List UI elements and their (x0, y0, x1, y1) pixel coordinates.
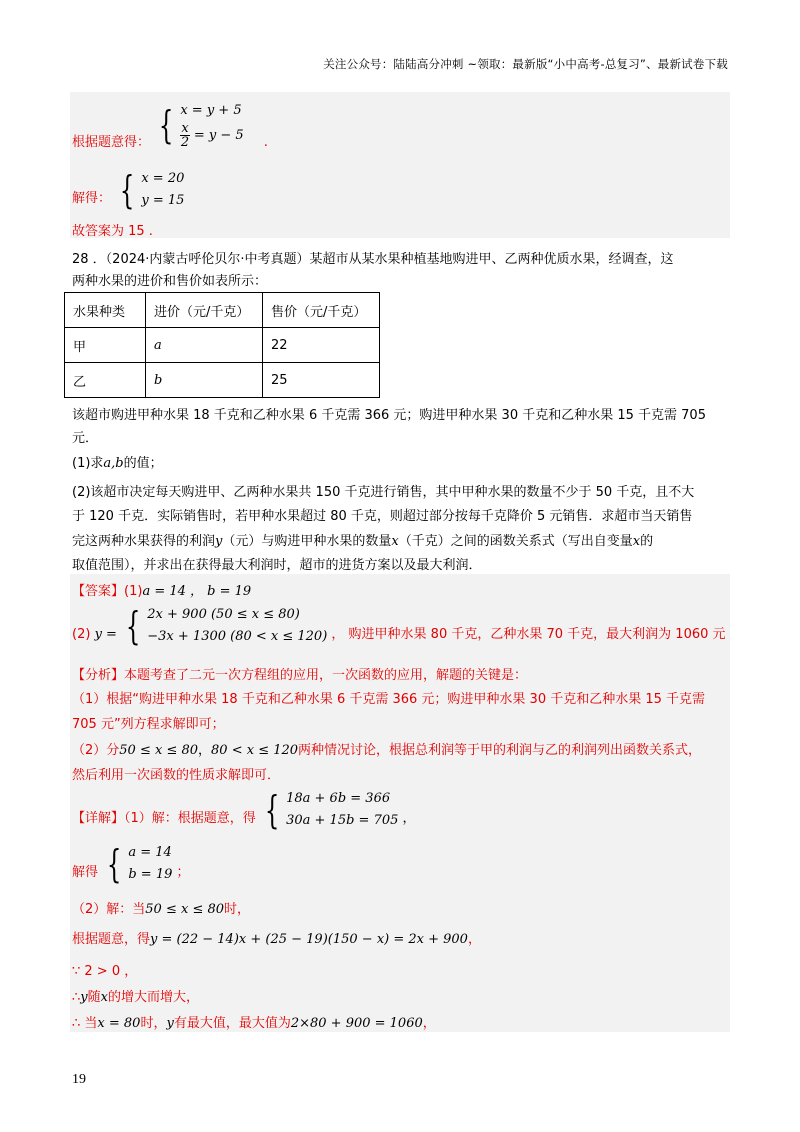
prev-answer: 故答案为 15 . (72, 224, 153, 239)
problem-line-1: 28 ．（2024·内蒙古呼伦贝尔·中考真题）某超市从某水果种植基地购进甲、乙两种优质水果，经调查，这 (72, 252, 674, 267)
analysis-line-5: 然后利用一次函数的性质求解即可． (72, 768, 281, 783)
table-cell: 甲 (65, 328, 146, 363)
analysis-line-4: （2）分50 ≤ x ≤ 80，80 < x ≤ 120两种情况讨论，根据总利润等于甲的利润与乙的利润列出函数关系式， (72, 743, 702, 758)
detail-solved: 解得 { a = 14 b = 19 ； (72, 842, 190, 886)
detail-since: ∵ 2 > 0 ， (72, 964, 138, 979)
question-2-line-3: 完这两种水果获得的利润y（元）与购进甲种水果的数量x（千克）之间的函数关系式（写出自变量x的 (72, 534, 654, 549)
problem-line-3: 该超市购进甲种水果 18 千克和乙种水果 6 千克需 366 元；购进甲种水果 30 千克和乙种水果 15 千克需 705 (72, 408, 706, 423)
page-header: 关注公众号：陆陆高分冲刺 ~领取：最新版“小中高考-总复习”、最新试卷下载 (323, 57, 728, 71)
question-2-line-2: 于 120 千克．实际销售时，若甲种水果超过 80 千克，则超过部分按每千克降价 5 元销售．求超市当天销售 (72, 509, 693, 524)
fruit-price-table (64, 292, 380, 398)
table-cell: 22 (263, 328, 380, 363)
table-header: 进价（元/千克） (146, 293, 263, 328)
question-1: (1)求a,b的值； (72, 456, 163, 471)
detail-part-2: （2）解：当50 ≤ x ≤ 80时， (72, 902, 251, 917)
equation-system: { 18a + 6b = 366 30a + 15b = 705 (264, 788, 399, 832)
problem-line-2: 两种水果的进价和售价如表所示： (72, 274, 268, 289)
table-header: 水果种类 (65, 293, 146, 328)
table-row (65, 363, 380, 398)
analysis-line-2: （1）根据“购进甲种水果 18 千克和乙种水果 6 千克需 366 元；购进甲种水果 30 千克和乙种水果 15 千克需 (72, 692, 706, 707)
prev-system-1: { x = y + 5 $\frac{x}{2}$ = y − 5 (158, 102, 244, 150)
analysis-line-1: 【分析】本题考查了二元一次方程组的应用，一次函数的应用，解题的关键是： (72, 668, 528, 683)
table-cell: 25 (263, 363, 380, 398)
detail-part-1: 【详解】（1）解：根据题意，得 { 18a + 6b = 366 30a + 15b = 705 ， (72, 788, 416, 832)
prev-system-2: { x = 20 y = 15 (119, 168, 185, 212)
detail-profit-equation: 根据题意，得y = (22 − 14)x + (25 − 19)(150 − x) = 2x + 900， (72, 932, 481, 947)
detail-therefore-2: ∴ 当x = 80时，y有最大值，最大值为2×80 + 900 = 1060， (72, 1016, 436, 1031)
table-cell: a (146, 328, 263, 363)
analysis-line-3: 705 元”列方程求解即可； (72, 717, 225, 732)
table-row (65, 328, 380, 363)
question-2-line-1: (2)该超市决定每天购进甲、乙两种水果共 150 千克进行销售，其中甲种水果的数量不少于 50 千克，且不大 (72, 485, 695, 500)
table-header: 售价（元/千克） (263, 293, 380, 328)
table-header-row (65, 293, 380, 328)
question-2-line-4: 取值范围），并求出在获得最大利润时，超市的进货方案以及最大利润． (72, 558, 482, 573)
answer-2: (2) y = { 2x + 900 (50 ≤ x ≤ 80) −3x + 1300 (80 < x ≤ 120) ， 购进甲种水果 80 千克，乙种水果 70 千克，最大利润为 1060 元 (72, 604, 726, 648)
answer-1: 【答案】(1)a = 14 ， b = 19 (72, 584, 252, 599)
prev-label-1: 根据题意得： { x = y + 5 $\frac{x}{2}$ = y − 5 . (72, 100, 268, 149)
detail-therefore-1: ∴y随x的增大而增大， (72, 990, 200, 1005)
prev-solved: 解得： { x = 20 y = 15 (72, 168, 185, 212)
table-cell: b (146, 363, 263, 398)
table-cell: 乙 (65, 363, 146, 398)
piecewise-function: { 2x + 900 (50 ≤ x ≤ 80) −3x + 1300 (80 < x ≤ 120) (125, 604, 328, 648)
solution-system: { a = 14 b = 19 (106, 842, 173, 886)
page-number: 19 (72, 1072, 86, 1087)
problem-line-4: 元． (72, 431, 99, 446)
